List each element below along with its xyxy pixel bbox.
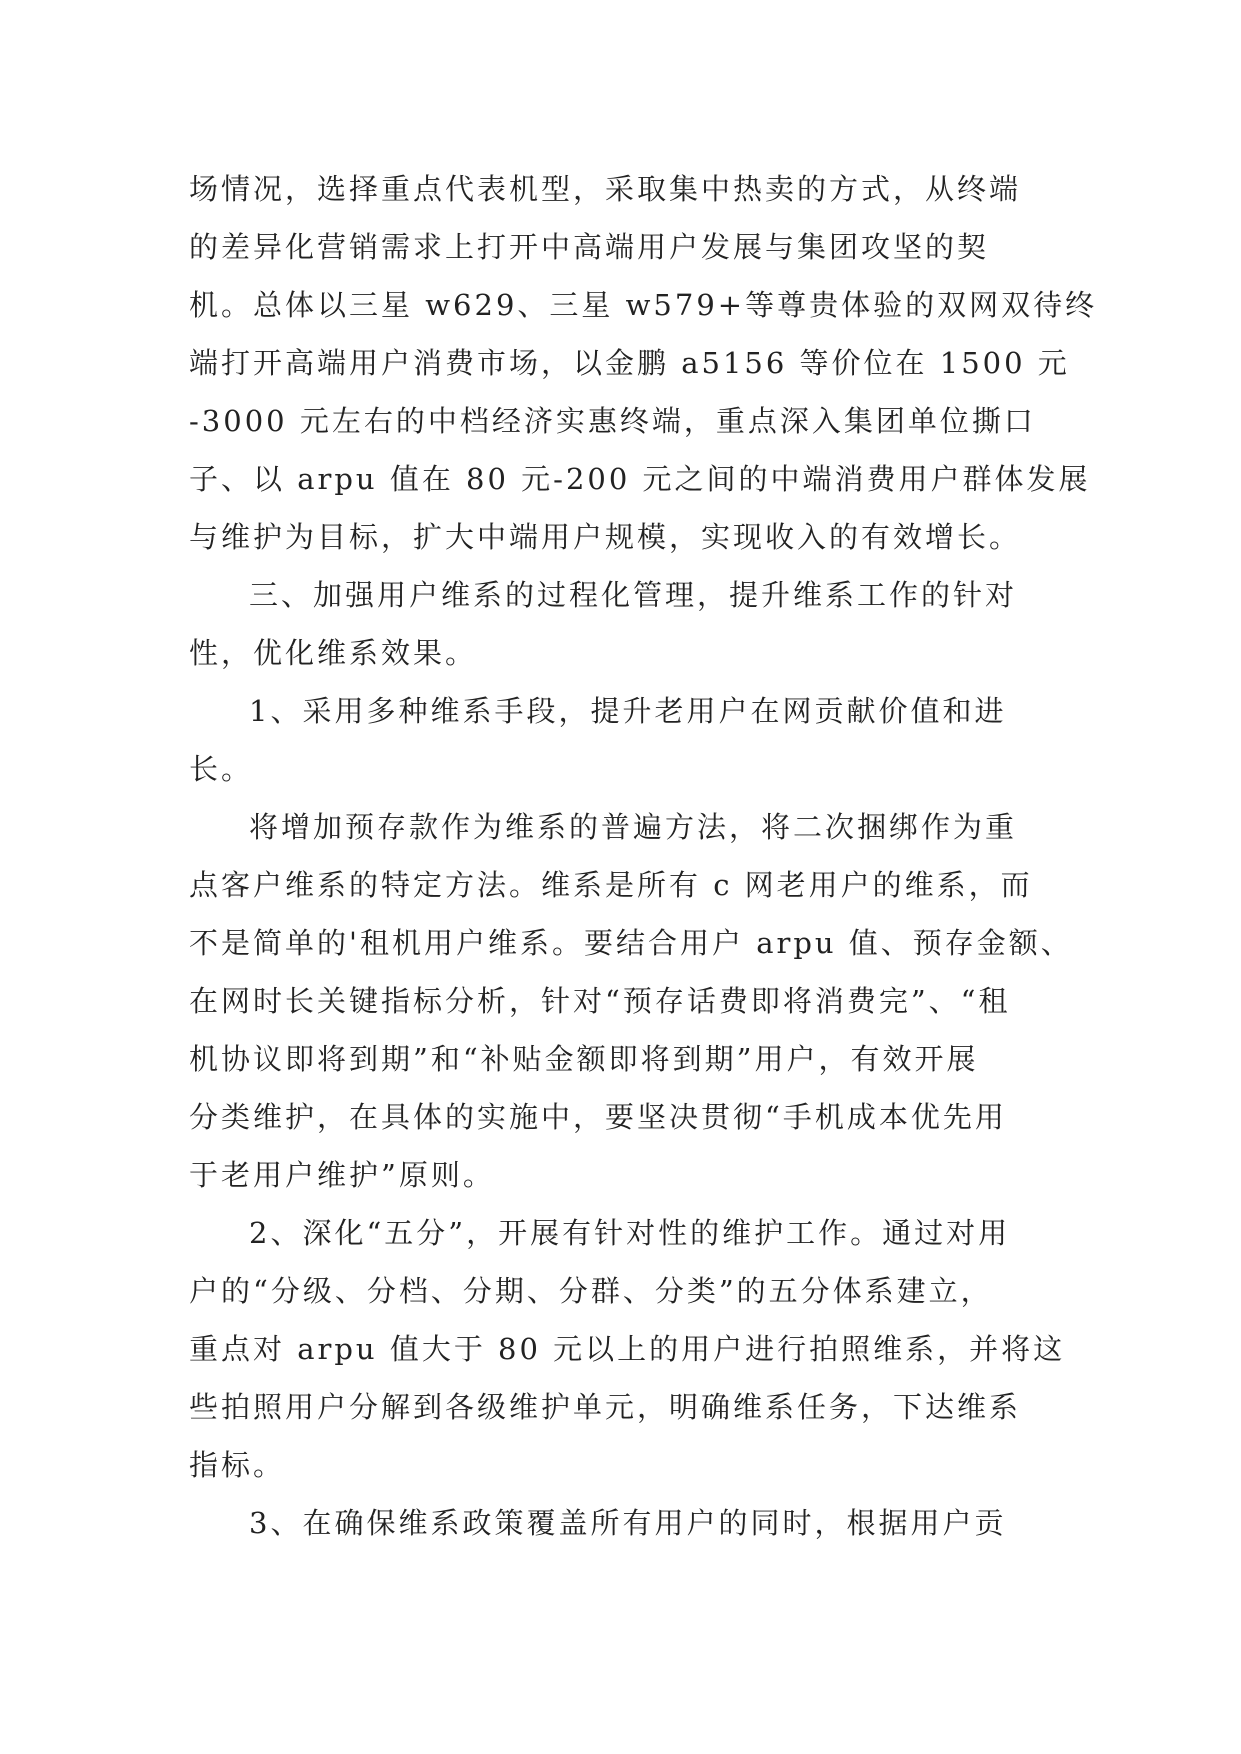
text-line: 在网时长关键指标分析，针对“预存话费即将消费完”、“租 — [189, 984, 1011, 1018]
text-line: 场情况，选择重点代表机型，采取集中热卖的方式，从终端 — [189, 172, 1022, 206]
text-line: 与维护为目标，扩大中端用户规模，实现收入的有效增长。 — [189, 520, 1022, 554]
text-line: 性，优化维系效果。 — [189, 636, 478, 670]
subsection-heading: 2、深化“五分”，开展有针对性的维护工作。通过对用 — [249, 1216, 1011, 1250]
text-line: 长。 — [189, 752, 254, 786]
text-line: 机协议即将到期”和“补贴金额即将到期”用户，有效开展 — [189, 1042, 979, 1076]
subsection-heading: 1、采用多种维系手段，提升老用户在网贡献价值和进 — [249, 694, 1007, 728]
text-line: 的差异化营销需求上打开中高端用户发展与集团攻坚的契 — [189, 230, 990, 264]
section-heading: 三、加强用户维系的过程化管理，提升维系工作的针对 — [249, 578, 1018, 612]
text-line: 子、以 arpu 值在 80 元-200 元之间的中端消费用户群体发展 — [189, 462, 1091, 496]
text-line: 端打开高端用户消费市场，以金鹏 a5156 等价位在 1500 元 — [189, 346, 1070, 380]
text-line: 于老用户维护”原则。 — [189, 1158, 495, 1192]
text-line: -3000 元左右的中档经济实惠终端，重点深入集团单位撕口 — [189, 404, 1036, 438]
subsection-heading: 3、在确保维系政策覆盖所有用户的同时，根据用户贡 — [249, 1506, 1007, 1540]
text-line: 户的“分级、分档、分期、分群、分类”的五分体系建立， — [189, 1274, 993, 1308]
text-line: 重点对 arpu 值大于 80 元以上的用户进行拍照维系，并将这 — [189, 1332, 1066, 1366]
body-text — [189, 160, 1098, 1552]
text-line: 机。总体以三星 w629、三星 w579+等尊贵体验的双网双待终 — [189, 288, 1098, 322]
text-line: 些拍照用户分解到各级维护单元，明确维系任务，下达维系 — [189, 1390, 1022, 1424]
text-line: 指标。 — [189, 1448, 286, 1482]
text-line: 不是简单的'租机用户维系。要结合用户 arpu 值、预存金额、 — [189, 926, 1073, 960]
paragraph-start: 将增加预存款作为维系的普遍方法，将二次捆绑作为重 — [249, 810, 1018, 844]
text-line: 分类维护，在具体的实施中，要坚决贯彻“手机成本优先用 — [189, 1100, 1007, 1134]
text-line: 点客户维系的特定方法。维系是所有 c 网老用户的维系，而 — [189, 868, 1033, 902]
